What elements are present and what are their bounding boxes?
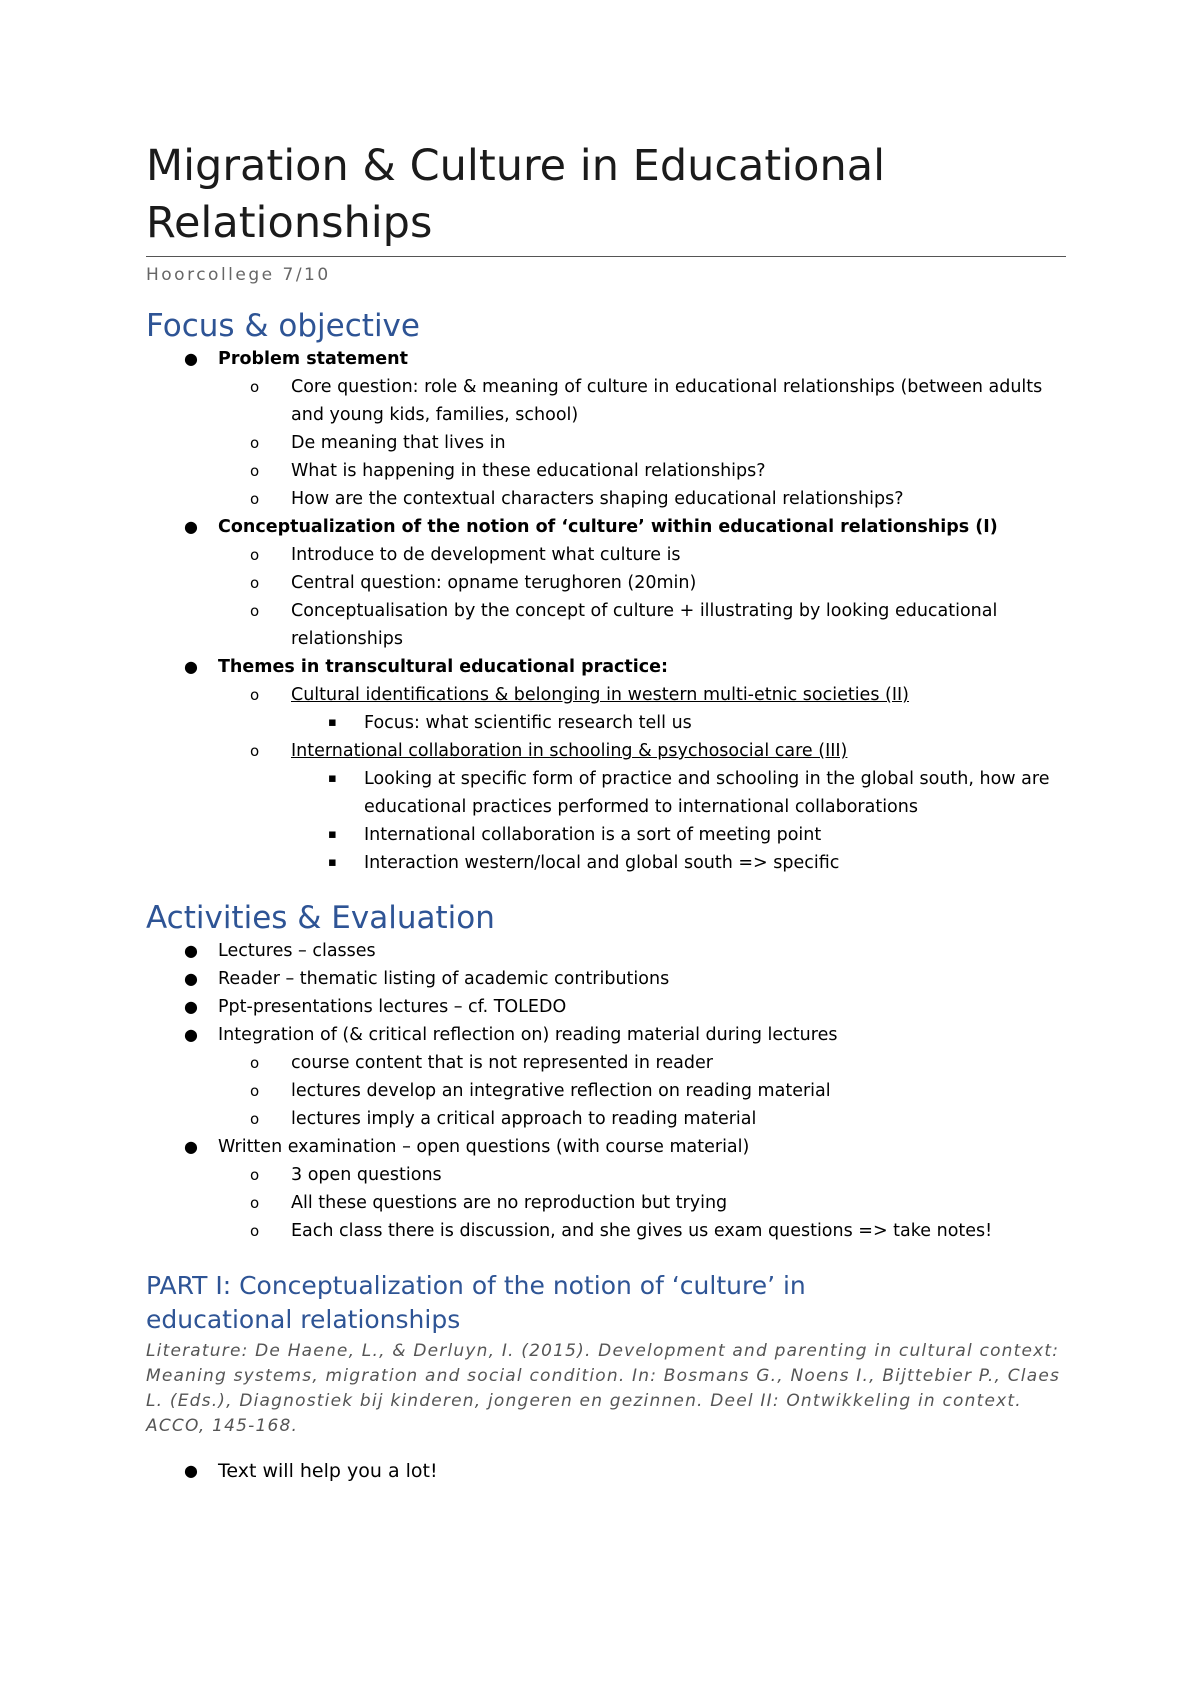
list-item xyxy=(146,345,1066,513)
circle-bullet-icon: o xyxy=(250,490,260,508)
list-item xyxy=(250,1077,1066,1105)
list-item-label: Looking at specific form of practice and schooling in the global south, how are educational practices performed to international collaborations xyxy=(364,769,1050,817)
sub-list xyxy=(250,1049,1066,1133)
circle-bullet-icon: o xyxy=(250,1110,260,1128)
list-item-label: lectures imply a critical approach to reading material xyxy=(291,1109,757,1129)
circle-bullet-icon: o xyxy=(250,742,260,760)
circle-bullet-icon: o xyxy=(250,1054,260,1072)
literature-reference: Literature: De Haene, L., & Derluyn, I. (2015). Development and parenting in cultural context: Meaning systems, migration and social condition. In: Bosmans G., Noens I., Bijttebier P., Claes L. (Eds.), Diagnostiek bij kinderen, jongeren en gezinnen. Deel II: Ontwikkeling in context. ACCO, 145-168. xyxy=(146,1341,1061,1436)
list-item-label: All these questions are no reproduction but trying xyxy=(291,1193,728,1213)
list-item xyxy=(250,457,1066,485)
list-item-label: How are the contextual characters shaping educational relationships? xyxy=(291,489,904,509)
list-item-label: Problem statement xyxy=(218,349,408,369)
list-item xyxy=(328,709,1066,737)
circle-bullet-icon: o xyxy=(250,1222,260,1240)
list-item-label: Text will help you a lot! xyxy=(218,1460,438,1482)
bullet-icon: ● xyxy=(184,657,198,676)
document-subtitle: Hoorcollege 7/10 xyxy=(146,265,331,285)
list-item xyxy=(328,849,1066,877)
list-item-label: Integration of (& critical reflection on) reading material during lectures xyxy=(218,1025,838,1045)
circle-bullet-icon: o xyxy=(250,378,260,396)
list-item xyxy=(146,1021,1066,1133)
list-item xyxy=(250,1049,1066,1077)
list-item xyxy=(250,541,1066,569)
list-item-label: Cultural identifications & belonging in western multi-etnic societies (II) xyxy=(291,685,909,705)
list-item xyxy=(146,513,1066,653)
list-item xyxy=(328,821,1066,849)
sub-list xyxy=(250,541,1066,653)
list-item-label: International collaboration is a sort of meeting point xyxy=(364,825,822,845)
list-item-label: International collaboration in schooling & psychosocial care (III) xyxy=(291,741,848,761)
circle-bullet-icon: o xyxy=(250,546,260,564)
bullet-icon: ● xyxy=(184,1137,198,1156)
list-item xyxy=(146,993,1066,1021)
circle-bullet-icon: o xyxy=(250,686,260,704)
list-item xyxy=(250,429,1066,457)
list-item-label: Written examination – open questions (with course material) xyxy=(218,1137,750,1157)
section-heading-activities: Activities & Evaluation xyxy=(146,900,495,936)
list-item xyxy=(250,569,1066,597)
bullet-icon: ● xyxy=(184,349,198,368)
list-item xyxy=(250,1161,1066,1189)
square-bullet-icon: ▪ xyxy=(328,715,337,730)
list-item xyxy=(146,1133,1066,1245)
square-bullet-icon: ▪ xyxy=(328,827,337,842)
circle-bullet-icon: o xyxy=(250,462,260,480)
list-item xyxy=(146,937,1066,965)
list-item-label: Conceptualization of the notion of ‘culture’ within educational relationships (I) xyxy=(218,517,998,537)
list-item-label: Central question: opname terughoren (20min) xyxy=(291,573,697,593)
square-bullet-icon: ▪ xyxy=(328,855,337,870)
list-item xyxy=(250,1105,1066,1133)
circle-bullet-icon: o xyxy=(250,1194,260,1212)
list-item-label: lectures develop an integrative reflection on reading material xyxy=(291,1081,831,1101)
activities-list xyxy=(146,937,1066,1245)
bullet-icon: ● xyxy=(184,997,198,1016)
list-item xyxy=(250,1189,1066,1217)
list-item xyxy=(146,653,1066,877)
list-item-label: course content that is not represented in reader xyxy=(291,1053,713,1073)
list-item-label: Core question: role & meaning of culture in educational relationships (between adults and young kids, families, school) xyxy=(291,377,1043,425)
sub-list xyxy=(250,373,1066,513)
sub-list xyxy=(250,681,1066,877)
list-item xyxy=(328,765,1066,821)
sub-sub-list xyxy=(328,765,1066,877)
bullet-icon: ● xyxy=(184,1461,198,1480)
document-page xyxy=(146,138,1066,1485)
list-item-label: Ppt-presentations lectures – cf. TOLEDO xyxy=(218,997,567,1017)
list-item-label: What is happening in these educational relationships? xyxy=(291,461,766,481)
note-list xyxy=(146,1457,1066,1485)
list-item-label: 3 open questions xyxy=(291,1165,442,1185)
list-item xyxy=(250,681,1066,737)
bullet-icon: ● xyxy=(184,517,198,536)
section-heading-part1: PART I: Conceptualization of the notion of ‘culture’ in educational relationships xyxy=(146,1271,806,1334)
list-item-label: Interaction western/local and global south => specific xyxy=(364,853,840,873)
bullet-icon: ● xyxy=(184,969,198,988)
list-item-label: Reader – thematic listing of academic contributions xyxy=(218,969,670,989)
focus-list xyxy=(146,345,1066,877)
list-item xyxy=(250,1217,1066,1245)
list-item-label: Each class there is discussion, and she gives us exam questions => take notes! xyxy=(291,1221,993,1241)
circle-bullet-icon: o xyxy=(250,574,260,592)
list-item-label: Lectures – classes xyxy=(218,941,376,961)
list-item xyxy=(250,597,1066,653)
sub-sub-list xyxy=(328,709,1066,737)
bullet-icon: ● xyxy=(184,1025,198,1044)
circle-bullet-icon: o xyxy=(250,1166,260,1184)
bullet-icon: ● xyxy=(184,941,198,960)
list-item-label: Conceptualisation by the concept of culture + illustrating by looking educational relationships xyxy=(291,601,998,649)
list-item xyxy=(250,373,1066,429)
circle-bullet-icon: o xyxy=(250,434,260,452)
list-item xyxy=(146,1457,1066,1485)
list-item xyxy=(250,485,1066,513)
circle-bullet-icon: o xyxy=(250,602,260,620)
document-title: Migration & Culture in Educational Relationships xyxy=(146,138,1066,257)
circle-bullet-icon: o xyxy=(250,1082,260,1100)
list-item xyxy=(146,965,1066,993)
section-heading-focus: Focus & objective xyxy=(146,308,420,344)
list-item xyxy=(250,737,1066,877)
list-item-label: De meaning that lives in xyxy=(291,433,506,453)
square-bullet-icon: ▪ xyxy=(328,771,337,786)
list-item-label: Focus: what scientific research tell us xyxy=(364,713,692,733)
list-item-label: Introduce to de development what culture is xyxy=(291,545,681,565)
sub-list xyxy=(250,1161,1066,1245)
list-item-label: Themes in transcultural educational practice: xyxy=(218,657,669,677)
